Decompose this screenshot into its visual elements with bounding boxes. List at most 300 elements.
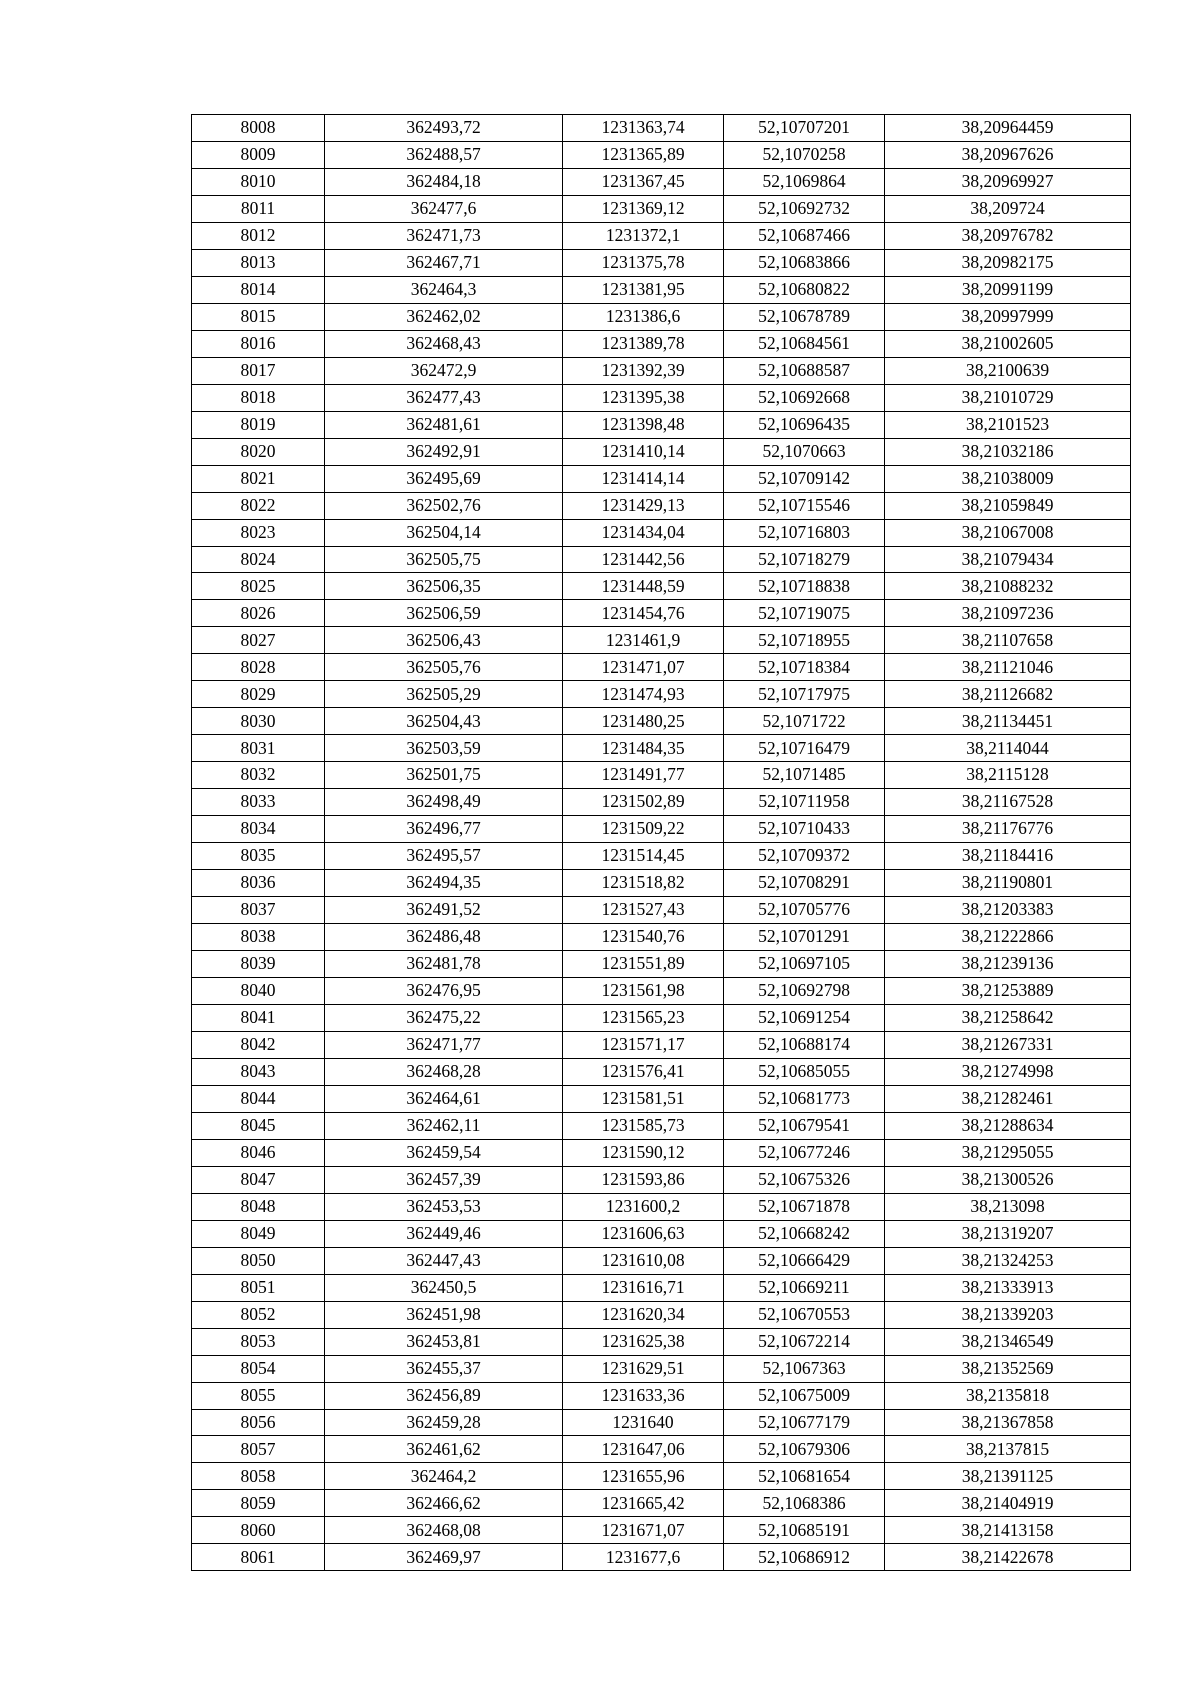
longitude-cell: 38,21222866 (885, 924, 1131, 951)
latitude-cell: 52,1068386 (724, 1490, 885, 1517)
latitude-cell: 52,10683866 (724, 249, 885, 276)
y-coordinate-cell: 1231375,78 (563, 249, 724, 276)
y-coordinate-cell: 1231551,89 (563, 951, 724, 978)
table-row (192, 1301, 1131, 1328)
point-number-cell: 8049 (192, 1220, 325, 1247)
point-number-cell: 8015 (192, 303, 325, 330)
table-row (192, 978, 1131, 1005)
x-coordinate-cell: 362504,43 (325, 708, 563, 735)
point-number-cell: 8056 (192, 1409, 325, 1436)
y-coordinate-cell: 1231491,77 (563, 762, 724, 789)
y-coordinate-cell: 1231655,96 (563, 1463, 724, 1490)
point-number-cell: 8026 (192, 600, 325, 627)
point-number-cell: 8011 (192, 195, 325, 222)
table-row (192, 141, 1131, 168)
y-coordinate-cell: 1231392,39 (563, 357, 724, 384)
x-coordinate-cell: 362462,11 (325, 1112, 563, 1139)
latitude-cell: 52,1067363 (724, 1355, 885, 1382)
point-number-cell: 8040 (192, 978, 325, 1005)
y-coordinate-cell: 1231671,07 (563, 1517, 724, 1544)
latitude-cell: 52,10716479 (724, 735, 885, 762)
x-coordinate-cell: 362488,57 (325, 141, 563, 168)
longitude-cell: 38,20969927 (885, 168, 1131, 195)
x-coordinate-cell: 362498,49 (325, 789, 563, 816)
longitude-cell: 38,21239136 (885, 951, 1131, 978)
point-number-cell: 8053 (192, 1328, 325, 1355)
table-row (192, 762, 1131, 789)
x-coordinate-cell: 362468,43 (325, 330, 563, 357)
latitude-cell: 52,10672214 (724, 1328, 885, 1355)
y-coordinate-cell: 1231363,74 (563, 115, 724, 142)
longitude-cell: 38,20967626 (885, 141, 1131, 168)
longitude-cell: 38,2100639 (885, 357, 1131, 384)
y-coordinate-cell: 1231471,07 (563, 654, 724, 681)
table-row (192, 1004, 1131, 1031)
point-number-cell: 8058 (192, 1463, 325, 1490)
table-row (192, 843, 1131, 870)
latitude-cell: 52,10680822 (724, 276, 885, 303)
y-coordinate-cell: 1231414,14 (563, 465, 724, 492)
longitude-cell: 38,21097236 (885, 600, 1131, 627)
table-row (192, 1355, 1131, 1382)
latitude-cell: 52,10677246 (724, 1139, 885, 1166)
point-number-cell: 8041 (192, 1004, 325, 1031)
latitude-cell: 52,10688587 (724, 357, 885, 384)
x-coordinate-cell: 362469,97 (325, 1544, 563, 1571)
x-coordinate-cell: 362471,73 (325, 222, 563, 249)
x-coordinate-cell: 362477,43 (325, 384, 563, 411)
latitude-cell: 52,10717975 (724, 681, 885, 708)
longitude-cell: 38,2135818 (885, 1382, 1131, 1409)
longitude-cell: 38,209724 (885, 195, 1131, 222)
x-coordinate-cell: 362471,77 (325, 1031, 563, 1058)
point-number-cell: 8052 (192, 1301, 325, 1328)
table-row (192, 411, 1131, 438)
table-row (192, 1409, 1131, 1436)
point-number-cell: 8025 (192, 573, 325, 600)
y-coordinate-cell: 1231410,14 (563, 438, 724, 465)
point-number-cell: 8036 (192, 870, 325, 897)
longitude-cell: 38,2114044 (885, 735, 1131, 762)
longitude-cell: 38,21274998 (885, 1058, 1131, 1085)
x-coordinate-cell: 362501,75 (325, 762, 563, 789)
point-number-cell: 8034 (192, 816, 325, 843)
latitude-cell: 52,1070258 (724, 141, 885, 168)
point-number-cell: 8055 (192, 1382, 325, 1409)
table-row (192, 1220, 1131, 1247)
y-coordinate-cell: 1231540,76 (563, 924, 724, 951)
y-coordinate-cell: 1231565,23 (563, 1004, 724, 1031)
latitude-cell: 52,1071722 (724, 708, 885, 735)
table-row (192, 573, 1131, 600)
longitude-cell: 38,21267331 (885, 1031, 1131, 1058)
table-row (192, 1247, 1131, 1274)
latitude-cell: 52,10684561 (724, 330, 885, 357)
latitude-cell: 52,10718955 (724, 627, 885, 654)
latitude-cell: 52,10719075 (724, 600, 885, 627)
point-number-cell: 8016 (192, 330, 325, 357)
point-number-cell: 8010 (192, 168, 325, 195)
table-row (192, 1382, 1131, 1409)
longitude-cell: 38,21002605 (885, 330, 1131, 357)
latitude-cell: 52,10669211 (724, 1274, 885, 1301)
latitude-cell: 52,10681654 (724, 1463, 885, 1490)
table-row (192, 303, 1131, 330)
x-coordinate-cell: 362484,18 (325, 168, 563, 195)
longitude-cell: 38,21367858 (885, 1409, 1131, 1436)
x-coordinate-cell: 362456,89 (325, 1382, 563, 1409)
y-coordinate-cell: 1231369,12 (563, 195, 724, 222)
x-coordinate-cell: 362464,2 (325, 1463, 563, 1490)
x-coordinate-cell: 362504,14 (325, 519, 563, 546)
longitude-cell: 38,2137815 (885, 1436, 1131, 1463)
y-coordinate-cell: 1231502,89 (563, 789, 724, 816)
y-coordinate-cell: 1231600,2 (563, 1193, 724, 1220)
table-row (192, 816, 1131, 843)
y-coordinate-cell: 1231480,25 (563, 708, 724, 735)
y-coordinate-cell: 1231365,89 (563, 141, 724, 168)
point-number-cell: 8038 (192, 924, 325, 951)
x-coordinate-cell: 362449,46 (325, 1220, 563, 1247)
point-number-cell: 8046 (192, 1139, 325, 1166)
table-row (192, 1463, 1131, 1490)
x-coordinate-cell: 362472,9 (325, 357, 563, 384)
x-coordinate-cell: 362467,71 (325, 249, 563, 276)
point-number-cell: 8050 (192, 1247, 325, 1274)
table-row (192, 1490, 1131, 1517)
latitude-cell: 52,10711958 (724, 789, 885, 816)
table-row (192, 627, 1131, 654)
longitude-cell: 38,21253889 (885, 978, 1131, 1005)
point-number-cell: 8037 (192, 897, 325, 924)
y-coordinate-cell: 1231640 (563, 1409, 724, 1436)
point-number-cell: 8031 (192, 735, 325, 762)
point-number-cell: 8012 (192, 222, 325, 249)
x-coordinate-cell: 362468,08 (325, 1517, 563, 1544)
coordinates-table (191, 114, 1131, 1571)
point-number-cell: 8060 (192, 1517, 325, 1544)
table-row (192, 951, 1131, 978)
x-coordinate-cell: 362481,61 (325, 411, 563, 438)
latitude-cell: 52,10679541 (724, 1112, 885, 1139)
table-row (192, 708, 1131, 735)
latitude-cell: 52,10670553 (724, 1301, 885, 1328)
x-coordinate-cell: 362505,76 (325, 654, 563, 681)
latitude-cell: 52,10666429 (724, 1247, 885, 1274)
y-coordinate-cell: 1231372,1 (563, 222, 724, 249)
table-row (192, 1193, 1131, 1220)
x-coordinate-cell: 362502,76 (325, 492, 563, 519)
longitude-cell: 38,2101523 (885, 411, 1131, 438)
longitude-cell: 38,21121046 (885, 654, 1131, 681)
y-coordinate-cell: 1231454,76 (563, 600, 724, 627)
point-number-cell: 8061 (192, 1544, 325, 1571)
point-number-cell: 8047 (192, 1166, 325, 1193)
table-row (192, 546, 1131, 573)
longitude-cell: 38,21059849 (885, 492, 1131, 519)
latitude-cell: 52,10692668 (724, 384, 885, 411)
latitude-cell: 52,10675326 (724, 1166, 885, 1193)
point-number-cell: 8008 (192, 115, 325, 142)
longitude-cell: 38,21413158 (885, 1517, 1131, 1544)
y-coordinate-cell: 1231606,63 (563, 1220, 724, 1247)
point-number-cell: 8035 (192, 843, 325, 870)
y-coordinate-cell: 1231484,35 (563, 735, 724, 762)
latitude-cell: 52,10678789 (724, 303, 885, 330)
longitude-cell: 38,21176776 (885, 816, 1131, 843)
longitude-cell: 38,2115128 (885, 762, 1131, 789)
longitude-cell: 38,21346549 (885, 1328, 1131, 1355)
point-number-cell: 8043 (192, 1058, 325, 1085)
y-coordinate-cell: 1231509,22 (563, 816, 724, 843)
table-row (192, 1031, 1131, 1058)
table-row (192, 1544, 1131, 1571)
x-coordinate-cell: 362461,62 (325, 1436, 563, 1463)
latitude-cell: 52,10692732 (724, 195, 885, 222)
latitude-cell: 52,1069864 (724, 168, 885, 195)
point-number-cell: 8059 (192, 1490, 325, 1517)
longitude-cell: 38,21184416 (885, 843, 1131, 870)
longitude-cell: 38,21032186 (885, 438, 1131, 465)
point-number-cell: 8019 (192, 411, 325, 438)
latitude-cell: 52,10679306 (724, 1436, 885, 1463)
longitude-cell: 38,20964459 (885, 115, 1131, 142)
longitude-cell: 38,21300526 (885, 1166, 1131, 1193)
longitude-cell: 38,21324253 (885, 1247, 1131, 1274)
latitude-cell: 52,10668242 (724, 1220, 885, 1247)
y-coordinate-cell: 1231665,42 (563, 1490, 724, 1517)
table-row (192, 1166, 1131, 1193)
longitude-cell: 38,21404919 (885, 1490, 1131, 1517)
table-row (192, 897, 1131, 924)
y-coordinate-cell: 1231647,06 (563, 1436, 724, 1463)
y-coordinate-cell: 1231610,08 (563, 1247, 724, 1274)
latitude-cell: 52,10718384 (724, 654, 885, 681)
x-coordinate-cell: 362506,59 (325, 600, 563, 627)
x-coordinate-cell: 362495,69 (325, 465, 563, 492)
x-coordinate-cell: 362481,78 (325, 951, 563, 978)
latitude-cell: 52,10705776 (724, 897, 885, 924)
point-number-cell: 8014 (192, 276, 325, 303)
table-row (192, 1139, 1131, 1166)
point-number-cell: 8051 (192, 1274, 325, 1301)
longitude-cell: 38,20976782 (885, 222, 1131, 249)
x-coordinate-cell: 362450,5 (325, 1274, 563, 1301)
table-row (192, 249, 1131, 276)
point-number-cell: 8021 (192, 465, 325, 492)
y-coordinate-cell: 1231434,04 (563, 519, 724, 546)
longitude-cell: 38,21339203 (885, 1301, 1131, 1328)
table-row (192, 384, 1131, 411)
latitude-cell: 52,1071485 (724, 762, 885, 789)
x-coordinate-cell: 362468,28 (325, 1058, 563, 1085)
x-coordinate-cell: 362455,37 (325, 1355, 563, 1382)
x-coordinate-cell: 362493,72 (325, 115, 563, 142)
table-row (192, 789, 1131, 816)
longitude-cell: 38,21319207 (885, 1220, 1131, 1247)
longitude-cell: 38,21295055 (885, 1139, 1131, 1166)
longitude-cell: 38,21422678 (885, 1544, 1131, 1571)
longitude-cell: 38,21352569 (885, 1355, 1131, 1382)
point-number-cell: 8022 (192, 492, 325, 519)
table-row (192, 924, 1131, 951)
point-number-cell: 8028 (192, 654, 325, 681)
table-row (192, 1328, 1131, 1355)
y-coordinate-cell: 1231395,38 (563, 384, 724, 411)
y-coordinate-cell: 1231381,95 (563, 276, 724, 303)
point-number-cell: 8020 (192, 438, 325, 465)
longitude-cell: 38,21107658 (885, 627, 1131, 654)
table-row (192, 276, 1131, 303)
point-number-cell: 8042 (192, 1031, 325, 1058)
x-coordinate-cell: 362453,81 (325, 1328, 563, 1355)
latitude-cell: 52,10707201 (724, 115, 885, 142)
longitude-cell: 38,21134451 (885, 708, 1131, 735)
y-coordinate-cell: 1231386,6 (563, 303, 724, 330)
table-row (192, 492, 1131, 519)
longitude-cell: 38,20991199 (885, 276, 1131, 303)
y-coordinate-cell: 1231581,51 (563, 1085, 724, 1112)
x-coordinate-cell: 362476,95 (325, 978, 563, 1005)
table-row (192, 735, 1131, 762)
y-coordinate-cell: 1231625,38 (563, 1328, 724, 1355)
x-coordinate-cell: 362459,54 (325, 1139, 563, 1166)
point-number-cell: 8039 (192, 951, 325, 978)
latitude-cell: 52,10696435 (724, 411, 885, 438)
x-coordinate-cell: 362492,91 (325, 438, 563, 465)
point-number-cell: 8024 (192, 546, 325, 573)
y-coordinate-cell: 1231514,45 (563, 843, 724, 870)
y-coordinate-cell: 1231593,86 (563, 1166, 724, 1193)
x-coordinate-cell: 362506,35 (325, 573, 563, 600)
table-row (192, 357, 1131, 384)
latitude-cell: 52,10701291 (724, 924, 885, 951)
latitude-cell: 52,10718279 (724, 546, 885, 573)
latitude-cell: 52,10710433 (724, 816, 885, 843)
latitude-cell: 52,10709372 (724, 843, 885, 870)
latitude-cell: 52,10709142 (724, 465, 885, 492)
point-number-cell: 8054 (192, 1355, 325, 1382)
x-coordinate-cell: 362457,39 (325, 1166, 563, 1193)
point-number-cell: 8032 (192, 762, 325, 789)
point-number-cell: 8023 (192, 519, 325, 546)
table-row (192, 438, 1131, 465)
y-coordinate-cell: 1231616,71 (563, 1274, 724, 1301)
point-number-cell: 8009 (192, 141, 325, 168)
x-coordinate-cell: 362459,28 (325, 1409, 563, 1436)
longitude-cell: 38,21088232 (885, 573, 1131, 600)
x-coordinate-cell: 362496,77 (325, 816, 563, 843)
table-row (192, 195, 1131, 222)
longitude-cell: 38,20997999 (885, 303, 1131, 330)
y-coordinate-cell: 1231590,12 (563, 1139, 724, 1166)
y-coordinate-cell: 1231389,78 (563, 330, 724, 357)
point-number-cell: 8030 (192, 708, 325, 735)
x-coordinate-cell: 362451,98 (325, 1301, 563, 1328)
longitude-cell: 38,21288634 (885, 1112, 1131, 1139)
longitude-cell: 38,213098 (885, 1193, 1131, 1220)
x-coordinate-cell: 362486,48 (325, 924, 563, 951)
longitude-cell: 38,21203383 (885, 897, 1131, 924)
point-number-cell: 8033 (192, 789, 325, 816)
y-coordinate-cell: 1231561,98 (563, 978, 724, 1005)
x-coordinate-cell: 362505,29 (325, 681, 563, 708)
latitude-cell: 52,10708291 (724, 870, 885, 897)
longitude-cell: 38,21067008 (885, 519, 1131, 546)
coordinates-table-body (192, 115, 1131, 1571)
table-row (192, 115, 1131, 142)
point-number-cell: 8027 (192, 627, 325, 654)
x-coordinate-cell: 362495,57 (325, 843, 563, 870)
table-row (192, 681, 1131, 708)
latitude-cell: 52,10686912 (724, 1544, 885, 1571)
x-coordinate-cell: 362494,35 (325, 870, 563, 897)
x-coordinate-cell: 362503,59 (325, 735, 563, 762)
latitude-cell: 52,10688174 (724, 1031, 885, 1058)
latitude-cell: 52,10687466 (724, 222, 885, 249)
table-row (192, 1112, 1131, 1139)
longitude-cell: 38,21126682 (885, 681, 1131, 708)
x-coordinate-cell: 362453,53 (325, 1193, 563, 1220)
latitude-cell: 52,10716803 (724, 519, 885, 546)
x-coordinate-cell: 362447,43 (325, 1247, 563, 1274)
latitude-cell: 52,10685191 (724, 1517, 885, 1544)
point-number-cell: 8017 (192, 357, 325, 384)
table-row (192, 330, 1131, 357)
x-coordinate-cell: 362475,22 (325, 1004, 563, 1031)
table-row (192, 465, 1131, 492)
latitude-cell: 52,10697105 (724, 951, 885, 978)
table-row (192, 519, 1131, 546)
longitude-cell: 38,21079434 (885, 546, 1131, 573)
latitude-cell: 52,10715546 (724, 492, 885, 519)
table-row (192, 222, 1131, 249)
point-number-cell: 8018 (192, 384, 325, 411)
y-coordinate-cell: 1231398,48 (563, 411, 724, 438)
longitude-cell: 38,21167528 (885, 789, 1131, 816)
table-row (192, 1274, 1131, 1301)
latitude-cell: 52,10677179 (724, 1409, 885, 1436)
latitude-cell: 52,10685055 (724, 1058, 885, 1085)
table-row (192, 1085, 1131, 1112)
y-coordinate-cell: 1231527,43 (563, 897, 724, 924)
table-row (192, 1436, 1131, 1463)
table-row (192, 168, 1131, 195)
table-row (192, 1517, 1131, 1544)
y-coordinate-cell: 1231367,45 (563, 168, 724, 195)
y-coordinate-cell: 1231442,56 (563, 546, 724, 573)
point-number-cell: 8013 (192, 249, 325, 276)
latitude-cell: 52,10718838 (724, 573, 885, 600)
x-coordinate-cell: 362505,75 (325, 546, 563, 573)
y-coordinate-cell: 1231620,34 (563, 1301, 724, 1328)
x-coordinate-cell: 362477,6 (325, 195, 563, 222)
x-coordinate-cell: 362464,3 (325, 276, 563, 303)
point-number-cell: 8029 (192, 681, 325, 708)
table-row (192, 870, 1131, 897)
longitude-cell: 38,20982175 (885, 249, 1131, 276)
y-coordinate-cell: 1231571,17 (563, 1031, 724, 1058)
longitude-cell: 38,21190801 (885, 870, 1131, 897)
point-number-cell: 8045 (192, 1112, 325, 1139)
latitude-cell: 52,10692798 (724, 978, 885, 1005)
latitude-cell: 52,10671878 (724, 1193, 885, 1220)
y-coordinate-cell: 1231677,6 (563, 1544, 724, 1571)
y-coordinate-cell: 1231633,36 (563, 1382, 724, 1409)
point-number-cell: 8048 (192, 1193, 325, 1220)
y-coordinate-cell: 1231429,13 (563, 492, 724, 519)
longitude-cell: 38,21038009 (885, 465, 1131, 492)
